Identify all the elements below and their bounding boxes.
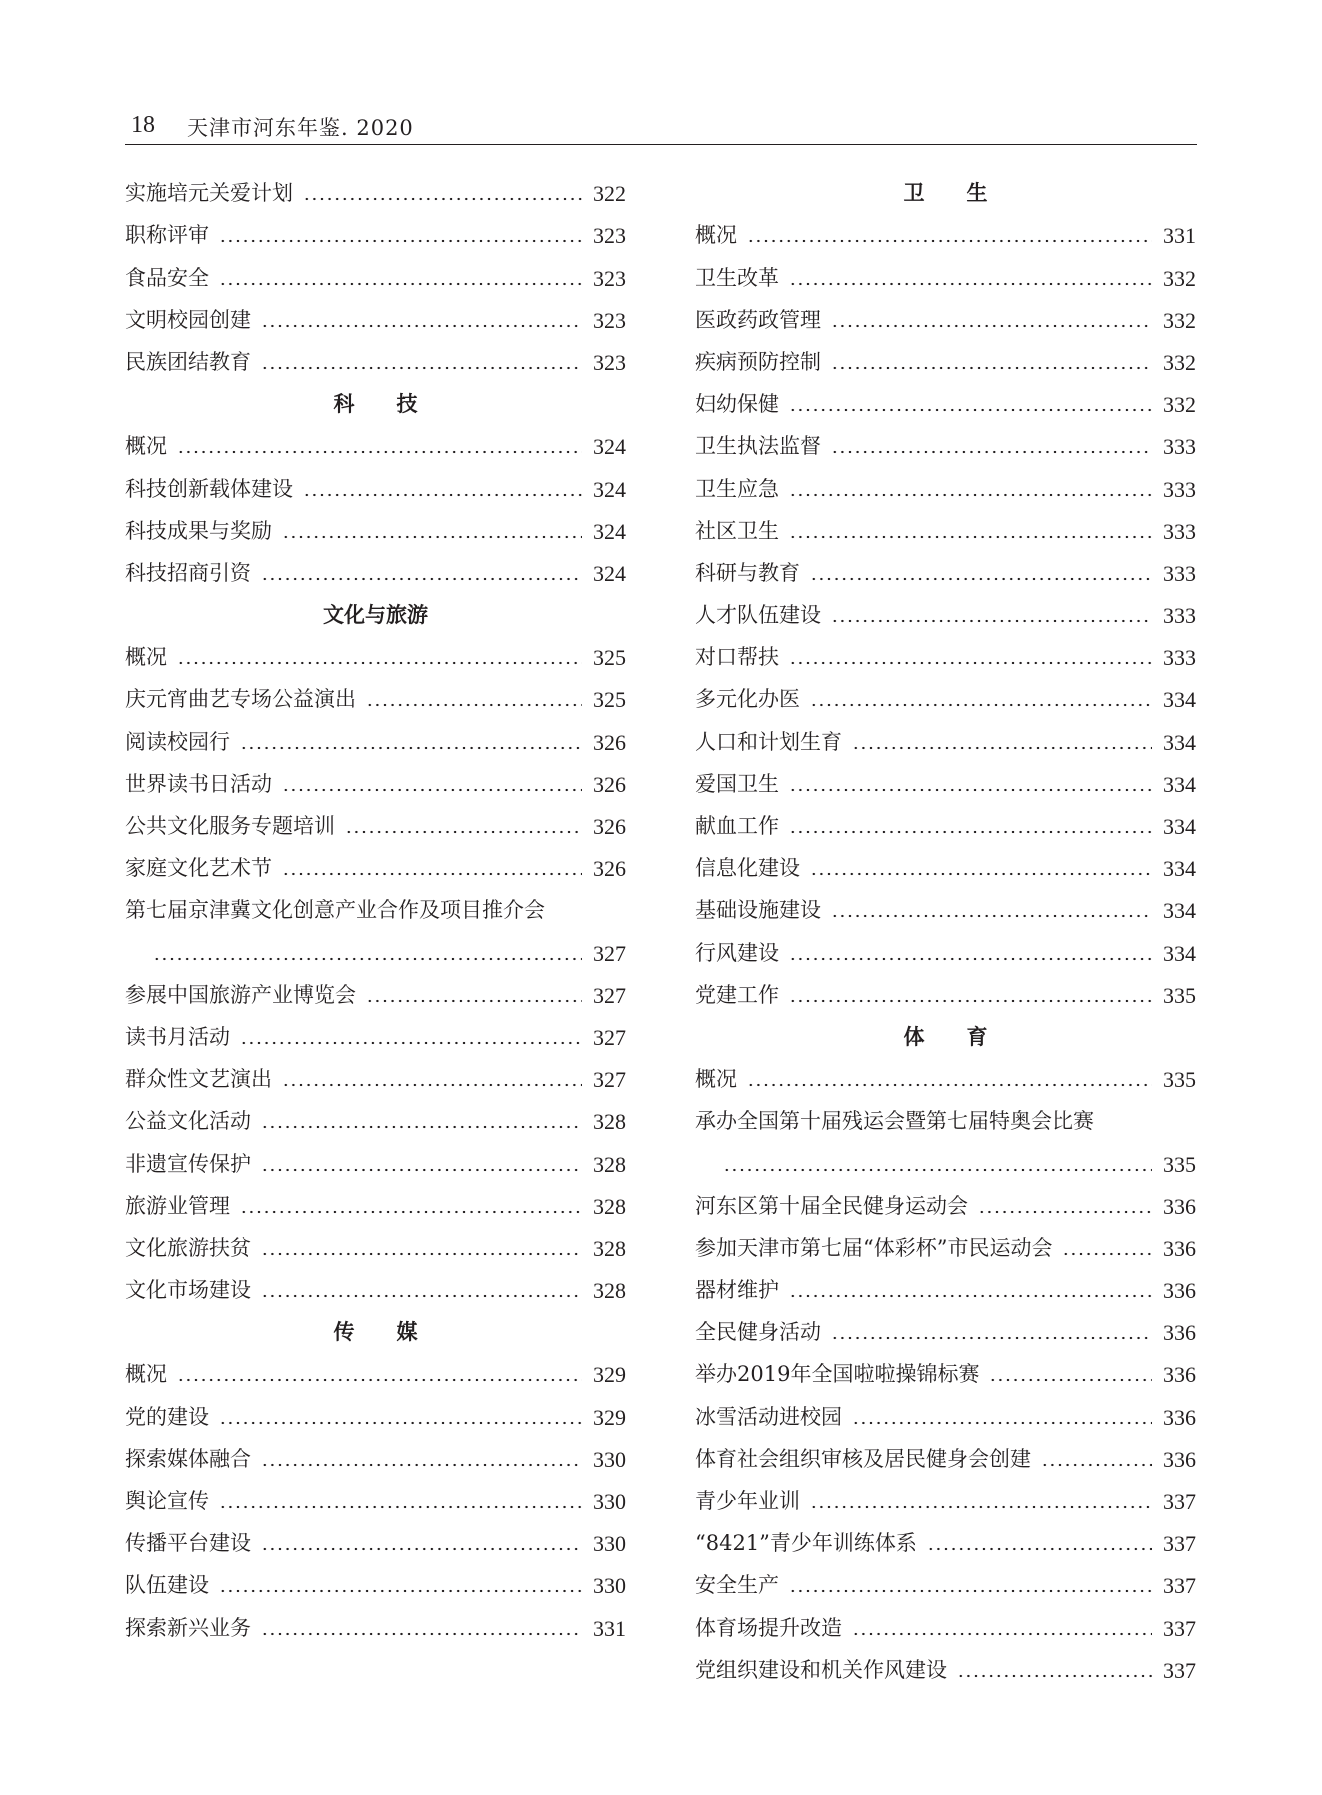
entry-page-number: 330 bbox=[593, 1531, 626, 1557]
dot-leader bbox=[789, 1294, 1152, 1298]
dot-leader bbox=[303, 493, 582, 497]
toc-entry bbox=[695, 1557, 1196, 1599]
entry-page-number: 334 bbox=[1163, 729, 1196, 755]
entry-title: 科技招商引资 bbox=[125, 560, 251, 585]
entry-title: 卫生执法监督 bbox=[695, 434, 821, 459]
toc-entry bbox=[125, 671, 626, 713]
entry-title: 民族团结教育 bbox=[125, 349, 251, 374]
dot-leader bbox=[789, 1589, 1152, 1593]
toc-entry bbox=[695, 503, 1196, 545]
entry-title: 医政药政管理 bbox=[695, 307, 821, 332]
dot-leader bbox=[303, 197, 582, 201]
toc-entry bbox=[125, 1178, 626, 1220]
dot-leader bbox=[177, 1378, 582, 1382]
entry-title: 卫生应急 bbox=[695, 476, 779, 501]
toc-entry bbox=[695, 418, 1196, 460]
toc-entry bbox=[125, 1051, 626, 1093]
entry-title: 职称评审 bbox=[125, 223, 209, 248]
dot-leader bbox=[1062, 1252, 1152, 1256]
dot-leader bbox=[789, 957, 1152, 961]
entry-page-number: 336 bbox=[1163, 1278, 1196, 1304]
entry-title: 社区卫生 bbox=[695, 518, 779, 543]
toc-entry bbox=[125, 1220, 626, 1262]
toc-entry bbox=[695, 1346, 1196, 1388]
entry-title: “8421”青少年训练体系 bbox=[695, 1531, 917, 1556]
dot-leader bbox=[261, 1294, 582, 1298]
entry-page-number: 324 bbox=[593, 434, 626, 460]
dot-leader bbox=[261, 1168, 582, 1172]
entry-title: 文化市场建设 bbox=[125, 1278, 251, 1303]
dot-leader bbox=[282, 788, 582, 792]
toc-entry bbox=[695, 924, 1196, 966]
dot-leader bbox=[789, 408, 1152, 412]
toc-entry bbox=[695, 967, 1196, 1009]
entry-page-number: 332 bbox=[1163, 392, 1196, 418]
section-heading: 传 媒 bbox=[333, 1319, 418, 1345]
dot-leader bbox=[831, 914, 1152, 918]
toc-entry bbox=[125, 207, 626, 249]
entry-page-number: 337 bbox=[1163, 1531, 1196, 1557]
dot-leader bbox=[219, 1421, 582, 1425]
toc-entry bbox=[695, 1515, 1196, 1557]
dot-leader bbox=[852, 1421, 1152, 1425]
dot-leader bbox=[219, 239, 582, 243]
toc-entry bbox=[695, 756, 1196, 798]
toc-entry bbox=[125, 249, 626, 291]
dot-leader bbox=[1041, 1463, 1152, 1467]
entry-title: 庆元宵曲艺专场公益演出 bbox=[125, 687, 356, 712]
entry-title: 党组织建设和机关作风建设 bbox=[695, 1657, 947, 1682]
toc-entry bbox=[695, 292, 1196, 334]
entry-title: 公共文化服务专题培训 bbox=[125, 814, 335, 838]
entry-title: 第七届京津冀文化创意产业合作及项目推介会 bbox=[125, 898, 545, 923]
entry-title: 党建工作 bbox=[695, 982, 779, 1007]
toc-entry bbox=[695, 1388, 1196, 1430]
entry-page-number: 336 bbox=[1163, 1193, 1196, 1219]
entry-title: 科研与教育 bbox=[695, 560, 800, 585]
entry-title: 卫生改革 bbox=[695, 265, 779, 290]
toc-entry bbox=[695, 249, 1196, 291]
dot-leader bbox=[789, 999, 1152, 1003]
toc-entry bbox=[695, 798, 1196, 840]
entry-title: 队伍建设 bbox=[125, 1573, 209, 1598]
toc-entry bbox=[125, 503, 626, 545]
dot-leader bbox=[261, 1632, 582, 1636]
dot-leader bbox=[831, 619, 1152, 623]
dot-leader bbox=[810, 1505, 1152, 1509]
entry-title: 器材维护 bbox=[695, 1278, 779, 1303]
entry-page-number: 336 bbox=[1163, 1404, 1196, 1430]
dot-leader bbox=[810, 577, 1152, 581]
entry-page-number: 332 bbox=[1163, 349, 1196, 375]
entry-page-number: 327 bbox=[593, 982, 626, 1008]
toc-entry bbox=[125, 1388, 626, 1430]
entry-title: 安全生产 bbox=[695, 1573, 779, 1598]
dot-leader bbox=[789, 661, 1152, 665]
dot-leader bbox=[345, 830, 582, 834]
entry-page-number: 328 bbox=[593, 1235, 626, 1261]
dot-leader bbox=[261, 366, 582, 370]
toc-entry bbox=[125, 629, 626, 671]
entry-page-number: 336 bbox=[1163, 1320, 1196, 1346]
toc-entry bbox=[695, 1431, 1196, 1473]
dot-leader bbox=[219, 1505, 582, 1509]
entry-page-number: 335 bbox=[1163, 982, 1196, 1008]
entry-title: 科技创新载体建设 bbox=[125, 476, 293, 501]
entry-page-number: 324 bbox=[593, 476, 626, 502]
entry-title: 文化旅游扶贫 bbox=[125, 1235, 251, 1260]
entry-page-number: 324 bbox=[593, 560, 626, 586]
entry-title: 体育场提升改造 bbox=[695, 1615, 842, 1640]
entry-title: 舆论宣传 bbox=[125, 1489, 209, 1513]
dot-leader bbox=[747, 239, 1152, 243]
entry-title: 读书月活动 bbox=[125, 1024, 230, 1049]
toc-entry bbox=[125, 1431, 626, 1473]
entry-title: 实施培元关爱计划 bbox=[125, 181, 293, 206]
toc-entry bbox=[125, 756, 626, 798]
toc-entry bbox=[695, 1093, 1196, 1135]
entry-title: 青少年业训 bbox=[695, 1489, 800, 1513]
entry-page-number: 326 bbox=[593, 814, 626, 839]
toc-entry bbox=[125, 1557, 626, 1599]
entry-page-number: 337 bbox=[1163, 1615, 1196, 1641]
entry-title: 探索新兴业务 bbox=[125, 1615, 251, 1640]
dot-leader bbox=[153, 957, 582, 961]
entry-title: 基础设施建设 bbox=[695, 898, 821, 923]
toc-entry bbox=[695, 334, 1196, 376]
entry-page-number: 336 bbox=[1163, 1362, 1196, 1388]
entry-page-number: 328 bbox=[593, 1109, 626, 1135]
entry-page-number: 334 bbox=[1163, 814, 1196, 839]
dot-leader bbox=[831, 366, 1152, 370]
entry-page-number: 331 bbox=[593, 1615, 626, 1641]
page-number: 18 bbox=[131, 112, 155, 138]
dot-leader bbox=[789, 282, 1152, 286]
entry-page-number: 333 bbox=[1163, 645, 1196, 671]
entry-page-number: 330 bbox=[593, 1446, 626, 1472]
entry-page-number: 333 bbox=[1163, 560, 1196, 586]
entry-page-number: 335 bbox=[1163, 1067, 1196, 1093]
entry-title: 传播平台建设 bbox=[125, 1531, 251, 1556]
entry-page-number: 325 bbox=[593, 645, 626, 671]
dot-leader bbox=[366, 703, 582, 707]
entry-title: 科技成果与奖励 bbox=[125, 518, 272, 543]
entry-page-number: 336 bbox=[1163, 1235, 1196, 1261]
entry-page-number: 328 bbox=[593, 1151, 626, 1177]
section-heading: 科 技 bbox=[333, 391, 418, 417]
entry-page-number: 322 bbox=[593, 181, 626, 207]
entry-page-number: 325 bbox=[593, 687, 626, 713]
toc-left-column bbox=[125, 165, 626, 1642]
entry-title: 旅游业管理 bbox=[125, 1193, 230, 1218]
dot-leader bbox=[282, 1083, 582, 1087]
entry-page-number: 334 bbox=[1163, 856, 1196, 882]
entry-page-number: 327 bbox=[593, 1024, 626, 1050]
entry-page-number: 328 bbox=[593, 1278, 626, 1304]
dot-leader bbox=[723, 1168, 1152, 1172]
entry-page-number: 327 bbox=[593, 940, 626, 966]
toc-entry bbox=[695, 545, 1196, 587]
toc-entry bbox=[125, 1599, 626, 1641]
dot-leader bbox=[366, 999, 582, 1003]
toc-entry bbox=[125, 460, 626, 502]
section-heading: 文化与旅游 bbox=[323, 602, 428, 628]
dot-leader bbox=[219, 1589, 582, 1593]
toc-entry bbox=[125, 1262, 626, 1304]
entry-page-number: 337 bbox=[1163, 1573, 1196, 1599]
toc-entry bbox=[695, 1642, 1196, 1684]
toc-entry-continuation bbox=[125, 924, 626, 966]
entry-title: 多元化办医 bbox=[695, 687, 800, 712]
dot-leader bbox=[810, 703, 1152, 707]
toc-entry bbox=[125, 418, 626, 460]
entry-page-number: 335 bbox=[1163, 1151, 1196, 1177]
dot-leader bbox=[261, 1125, 582, 1129]
entry-page-number: 326 bbox=[593, 771, 626, 797]
dot-leader bbox=[282, 535, 582, 539]
dot-leader bbox=[789, 535, 1152, 539]
toc-entry bbox=[695, 1304, 1196, 1346]
entry-page-number: 323 bbox=[593, 307, 626, 333]
section-heading: 体 育 bbox=[903, 1023, 988, 1049]
dot-leader bbox=[261, 324, 582, 328]
entry-page-number: 334 bbox=[1163, 940, 1196, 966]
entry-title: 献血工作 bbox=[695, 814, 779, 838]
toc-entry bbox=[125, 292, 626, 334]
toc-entry bbox=[695, 882, 1196, 924]
entry-page-number: 332 bbox=[1163, 307, 1196, 333]
dot-leader bbox=[989, 1378, 1152, 1382]
entry-page-number: 336 bbox=[1163, 1446, 1196, 1472]
dot-leader bbox=[219, 282, 582, 286]
toc-entry bbox=[695, 1473, 1196, 1515]
entry-title: 概况 bbox=[125, 1362, 167, 1387]
toc-entry bbox=[695, 1178, 1196, 1220]
toc-entry bbox=[125, 1346, 626, 1388]
entry-title: 对口帮扶 bbox=[695, 645, 779, 670]
entry-title: 群众性文艺演出 bbox=[125, 1067, 272, 1092]
entry-title: 世界读书日活动 bbox=[125, 771, 272, 796]
entry-page-number: 334 bbox=[1163, 687, 1196, 713]
dot-leader bbox=[852, 746, 1152, 750]
entry-title: 承办全国第十届残运会暨第七届特奥会比赛 bbox=[695, 1109, 1094, 1134]
dot-leader bbox=[789, 830, 1152, 834]
toc-entry bbox=[695, 1220, 1196, 1262]
dot-leader bbox=[852, 1632, 1152, 1636]
toc-entry bbox=[125, 545, 626, 587]
entry-title: 信息化建设 bbox=[695, 856, 800, 881]
entry-title: 举办2019年全国啦啦操锦标赛 bbox=[695, 1362, 980, 1387]
entry-page-number: 333 bbox=[1163, 434, 1196, 460]
toc-entry bbox=[695, 713, 1196, 755]
dot-leader bbox=[831, 324, 1152, 328]
toc-entry bbox=[695, 376, 1196, 418]
dot-leader bbox=[177, 450, 582, 454]
dot-leader bbox=[831, 450, 1152, 454]
entry-title: 行风建设 bbox=[695, 940, 779, 965]
dot-leader bbox=[261, 1252, 582, 1256]
entry-page-number: 323 bbox=[593, 349, 626, 375]
toc-entry bbox=[125, 1473, 626, 1515]
dot-leader bbox=[177, 661, 582, 665]
entry-title: 公益文化活动 bbox=[125, 1109, 251, 1134]
entry-page-number: 328 bbox=[593, 1193, 626, 1219]
entry-title: 妇幼保健 bbox=[695, 392, 779, 417]
entry-page-number: 334 bbox=[1163, 771, 1196, 797]
entry-title: 探索媒体融合 bbox=[125, 1446, 251, 1471]
toc-entry bbox=[125, 713, 626, 755]
dot-leader bbox=[261, 577, 582, 581]
toc-entry bbox=[125, 840, 626, 882]
toc-entry bbox=[695, 587, 1196, 629]
entry-page-number: 324 bbox=[593, 518, 626, 544]
entry-page-number: 333 bbox=[1163, 518, 1196, 544]
entry-page-number: 327 bbox=[593, 1067, 626, 1093]
dot-leader bbox=[240, 1041, 582, 1045]
entry-title: 爱国卫生 bbox=[695, 771, 779, 796]
entry-title: 河东区第十届全民健身运动会 bbox=[695, 1193, 968, 1218]
toc-entry bbox=[695, 460, 1196, 502]
toc-entry bbox=[695, 1599, 1196, 1641]
dot-leader bbox=[282, 872, 582, 876]
entry-page-number: 331 bbox=[1163, 223, 1196, 249]
toc-entry bbox=[695, 671, 1196, 713]
entry-title: 概况 bbox=[695, 223, 737, 248]
toc-entry bbox=[125, 165, 626, 207]
entry-title: 概况 bbox=[125, 645, 167, 670]
entry-title: 食品安全 bbox=[125, 265, 209, 290]
entry-title: 疾病预防控制 bbox=[695, 349, 821, 374]
dot-leader bbox=[789, 493, 1152, 497]
entry-page-number: 326 bbox=[593, 729, 626, 755]
entry-title: 人口和计划生育 bbox=[695, 729, 842, 754]
dot-leader bbox=[261, 1463, 582, 1467]
entry-title: 人才队伍建设 bbox=[695, 603, 821, 628]
entry-page-number: 329 bbox=[593, 1362, 626, 1388]
toc-entry bbox=[125, 1093, 626, 1135]
toc-entry bbox=[695, 207, 1196, 249]
entry-page-number: 333 bbox=[1163, 476, 1196, 502]
entry-title: 全民健身活动 bbox=[695, 1320, 821, 1345]
dot-leader bbox=[261, 1547, 582, 1551]
dot-leader bbox=[747, 1083, 1152, 1087]
toc-entry bbox=[695, 1051, 1196, 1093]
toc-entry bbox=[695, 1262, 1196, 1304]
entry-title: 概况 bbox=[125, 434, 167, 459]
toc-entry bbox=[695, 629, 1196, 671]
entry-title: 文明校园创建 bbox=[125, 307, 251, 332]
toc-entry bbox=[125, 334, 626, 376]
entry-page-number: 333 bbox=[1163, 603, 1196, 629]
entry-title: 冰雪活动进校园 bbox=[695, 1404, 842, 1429]
toc-entry bbox=[695, 840, 1196, 882]
running-title: 天津市河东年鉴. 2020 bbox=[187, 116, 414, 140]
toc-entry bbox=[125, 882, 626, 924]
entry-page-number: 337 bbox=[1163, 1657, 1196, 1683]
entry-page-number: 332 bbox=[1163, 265, 1196, 291]
toc-right-column bbox=[695, 165, 1196, 1684]
entry-title: 体育社会组织审核及居民健身会创建 bbox=[695, 1446, 1031, 1471]
page-header bbox=[125, 108, 1197, 145]
entry-page-number: 330 bbox=[593, 1573, 626, 1599]
entry-title: 参展中国旅游产业博览会 bbox=[125, 982, 356, 1007]
entry-page-number: 329 bbox=[593, 1404, 626, 1430]
entry-title: 非遗宣传保护 bbox=[125, 1151, 251, 1176]
entry-page-number: 330 bbox=[593, 1489, 626, 1514]
toc-entry-continuation bbox=[695, 1135, 1196, 1177]
dot-leader bbox=[978, 1210, 1152, 1214]
dot-leader bbox=[831, 1336, 1152, 1340]
entry-title: 概况 bbox=[695, 1067, 737, 1092]
entry-title: 阅读校园行 bbox=[125, 729, 230, 754]
dot-leader bbox=[240, 1210, 582, 1214]
dot-leader bbox=[789, 788, 1152, 792]
entry-page-number: 323 bbox=[593, 223, 626, 249]
toc-entry bbox=[125, 1135, 626, 1177]
dot-leader bbox=[810, 872, 1152, 876]
toc-entry bbox=[125, 798, 626, 840]
toc-entry bbox=[125, 967, 626, 1009]
toc-entry bbox=[125, 1515, 626, 1557]
section-heading: 卫 生 bbox=[903, 180, 988, 206]
dot-leader bbox=[957, 1674, 1152, 1678]
dot-leader bbox=[927, 1547, 1152, 1551]
toc-entry bbox=[125, 1009, 626, 1051]
entry-title: 参加天津市第七届“体彩杯”市民运动会 bbox=[695, 1235, 1053, 1260]
entry-title: 党的建设 bbox=[125, 1404, 209, 1429]
entry-page-number: 334 bbox=[1163, 898, 1196, 924]
entry-title: 家庭文化艺术节 bbox=[125, 856, 272, 881]
entry-page-number: 326 bbox=[593, 856, 626, 882]
dot-leader bbox=[240, 746, 582, 750]
entry-page-number: 337 bbox=[1163, 1489, 1196, 1514]
entry-page-number: 323 bbox=[593, 265, 626, 291]
